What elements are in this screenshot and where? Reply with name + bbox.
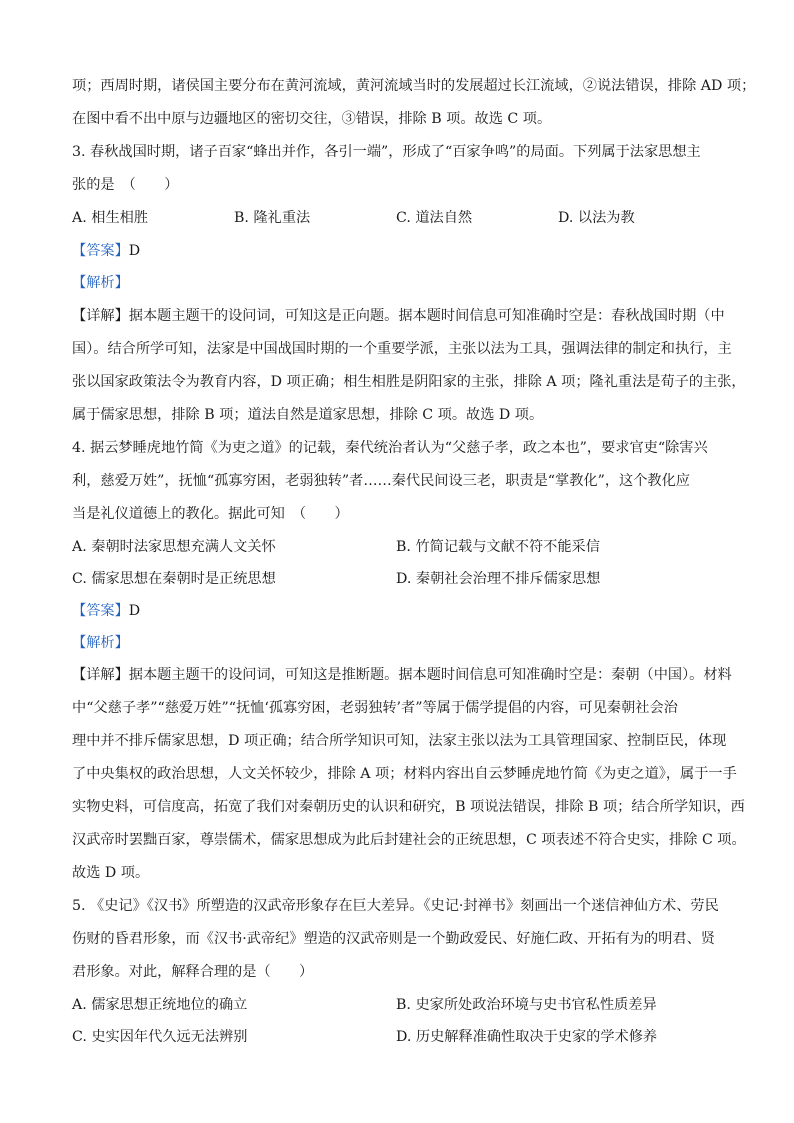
q4-detail-line-5: 实物史料，可信度高，拓宽了我们对秦朝历史的认识和研究，B 项说法错误，排除 B 项；结合所学知识，西 — [72, 799, 745, 815]
q4-analysis-tag: 【解析】 — [72, 635, 129, 651]
q5-stem-line-2: 伤财的昏君形象，而《汉书·武帝纪》塑造的汉武帝则是一个勤政爱民、好施仁政、开拓有为的明君、贤 — [72, 931, 715, 947]
q4-stem-line-2: 利，慈爱万姓”，抚恤“孤寡穷困，老弱独转”者……秦代民间设三老，职责是“掌教化”，这个教化应 — [72, 473, 690, 489]
answer-value: D — [128, 243, 141, 259]
q5-option-d: D. 历史解释准确性取决于史家的学术修养 — [396, 1029, 658, 1045]
q4-detail-line-4: 了中央集权的政治思想，人文关怀较少，排除 A 项；材料内容出自云梦睡虎地竹简《为吏之道》，属于一手 — [72, 766, 737, 782]
q3-analysis-tag: 【解析】 — [72, 275, 129, 291]
q3-option-a: A. 相生相胜 — [72, 210, 149, 226]
q3-option-d: D. 以法为教 — [558, 210, 635, 226]
prev-analysis-line-1: 项；西周时期，诸侯国主要分布在黄河流域，黄河流域当时的发展超过长江流域，②说法错误，排除 AD 项； — [72, 78, 756, 94]
prev-analysis-line-2: 在图中看不出中原与边疆地区的密切交往，③错误，排除 B 项。故选 C 项。 — [72, 111, 552, 127]
q3-detail-line-1: 【详解】据本题主题干的设问词，可知这是正向题。据本题时间信息可知准确时空是：春秋战国时期（中 — [72, 308, 725, 324]
q4-stem-line-3: 当是礼仪道德上的教化。据此可知 （ ） — [72, 506, 349, 522]
q5-option-a: A. 儒家思想正统地位的确立 — [72, 997, 248, 1013]
q3-stem-line-2: 张的是 （ ） — [72, 177, 179, 193]
q3-detail-line-4: 属于儒家思想，排除 B 项；道法自然是道家思想，排除 C 项。故选 D 项。 — [72, 407, 544, 423]
q4-detail-line-3: 理中并不排斥儒家思想，D 项正确；结合所学知识可知，法家主张以法为工具管理国家、控制臣民，体现 — [72, 733, 727, 749]
answer-value: D — [128, 603, 141, 619]
q5-option-c: C. 史实因年代久远无法辨别 — [72, 1029, 248, 1045]
q4-option-a: A. 秦朝时法家思想充满人文关怀 — [72, 539, 276, 555]
q3-answer — [72, 241, 140, 261]
q5-stem-line-3: 君形象。对此，解释合理的是（ ） — [72, 964, 314, 980]
q4-detail-line-1: 【详解】据本题主题干的设问词，可知这是推断题。据本题时间信息可知准确时空是：秦朝（中国）。材料 — [72, 667, 732, 683]
q4-option-d: D. 秦朝社会治理不排斥儒家思想 — [396, 571, 601, 587]
q4-stem-line-1: 4. 据云梦睡虎地竹简《为吏之道》的记载，秦代统治者认为“父慈子孝，政之本也”，要求官吏“除害兴 — [72, 440, 708, 456]
q3-stem-line-1: 3. 春秋战国时期，诸子百家“蜂出并作，各引一端”，形成了“百家争鸣”的局面。下列属于法家思想主 — [72, 144, 701, 160]
q4-detail-line-6: 汉武帝时罢黜百家，尊崇儒术，儒家思想成为此后封建社会的正统思想，C 项表述不符合史实，排除 C 项。 — [72, 832, 746, 848]
answer-tag: 【答案】 — [72, 603, 129, 619]
q3-detail-line-2: 国）。结合所学可知，法家是中国战国时期的一个重要学派，主张以法为工具，强调法律的制定和执行，主 — [72, 341, 732, 357]
q4-detail-line-2: 中“父慈子孝”“慈爱万姓”“抚恤‘孤寡穷困，老弱独转’者”等属于儒学提倡的内容，可见秦朝社会治 — [72, 700, 678, 716]
q3-detail-line-3: 张以国家政策法令为教育内容，D 项正确；相生相胜是阴阳家的主张，排除 A 项；隆礼重法是荀子的主张， — [72, 374, 746, 390]
q3-option-c: C. 道法自然 — [396, 210, 473, 226]
q4-option-c: C. 儒家思想在秦朝时是正统思想 — [72, 571, 276, 587]
q5-stem-line-1: 5. 《史记》《汉书》所塑造的汉武帝形象存在巨大差异。《史记·封禅书》刻画出一个迷信神仙方术、劳民 — [72, 898, 719, 914]
q5-option-b: B. 史家所处政治环境与史书官私性质差异 — [396, 997, 657, 1013]
answer-tag: 【答案】 — [72, 243, 129, 259]
q4-option-b: B. 竹简记载与文献不符不能采信 — [396, 539, 600, 555]
q4-detail-line-7: 故选 D 项。 — [72, 865, 150, 881]
q3-option-b: B. 隆礼重法 — [234, 210, 311, 226]
q4-answer — [72, 601, 140, 621]
